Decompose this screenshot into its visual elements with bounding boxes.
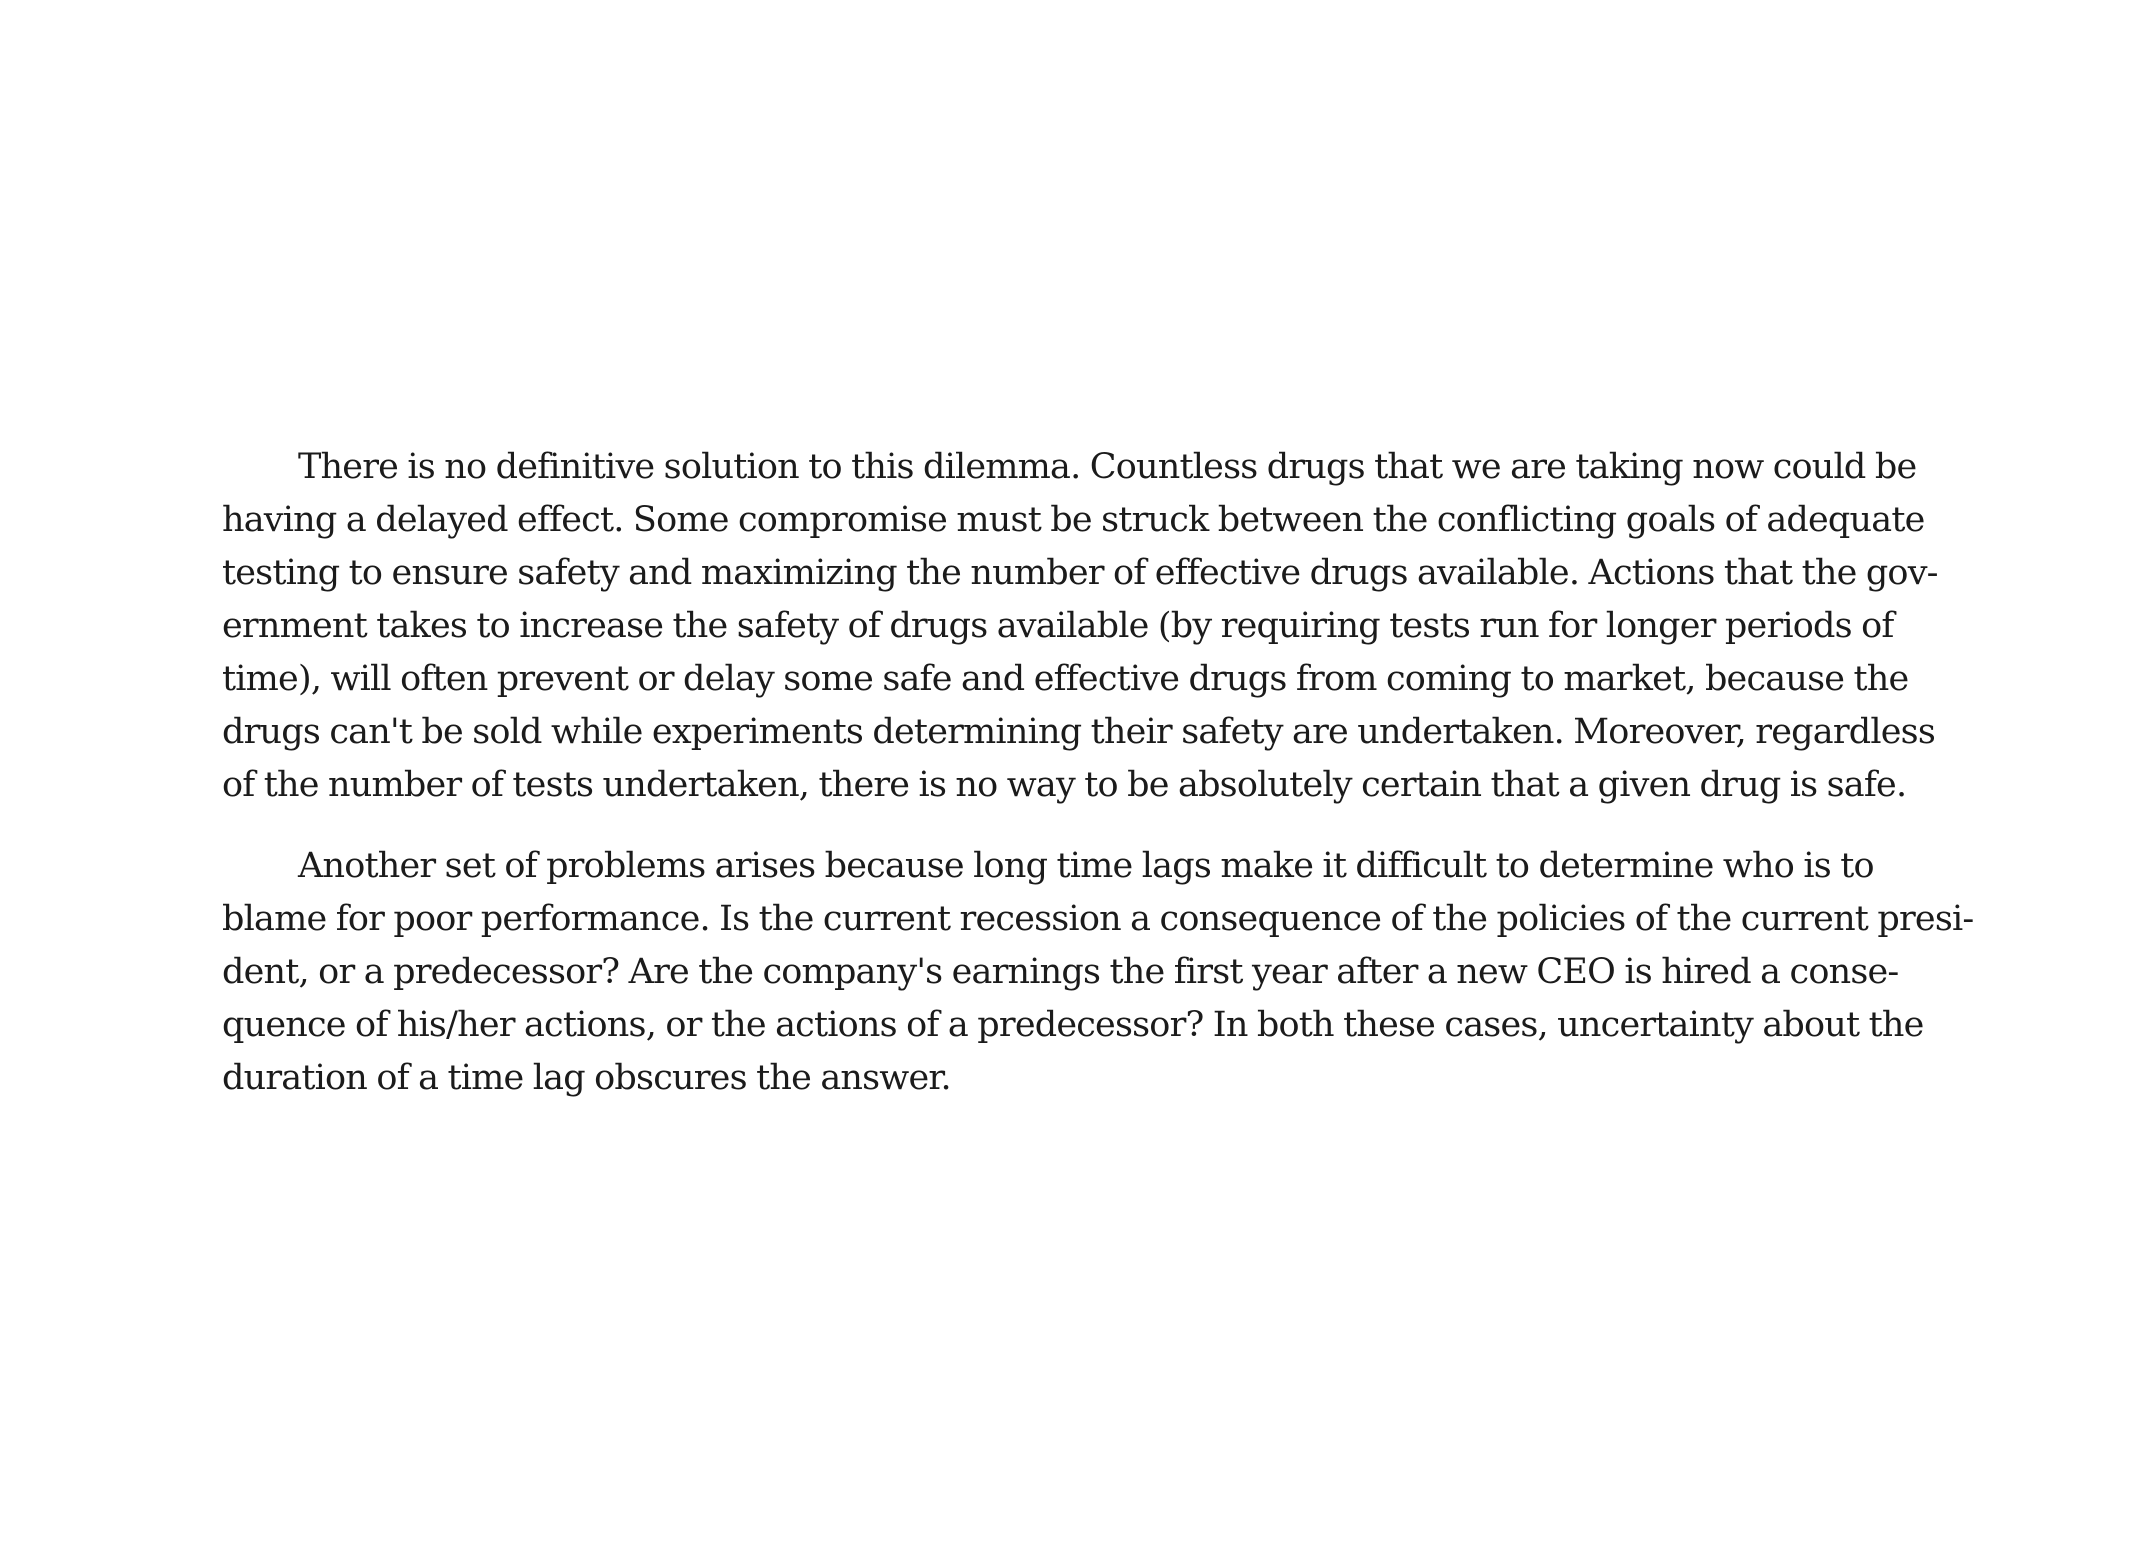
paragraph-2 [222,840,1974,1105]
paragraph-line: of the number of tests undertaken, there is no way to be absolutely certain that a given drug is safe. [222,765,1907,805]
paragraph-1 [222,441,1942,812]
paragraph-line: ernment takes to increase the safety of drugs available (by requiring tests run for longer periods of [222,606,1894,646]
paragraph-line: having a delayed effect. Some compromise must be struck between the conflicting goals of adequate [222,500,1925,540]
paragraph-line: duration of a time lag obscures the answer. [222,1058,951,1098]
paragraph-line: time), will often prevent or delay some safe and effective drugs from coming to market, because the [222,659,1909,699]
paragraph-line: quence of his/her actions, or the actions of a predecessor? In both these cases, uncertainty about the [222,1005,1924,1045]
paragraph-line: drugs can't be sold while experiments determining their safety are undertaken. Moreover, regardless [222,712,1935,752]
paragraph-line: blame for poor performance. Is the current recession a consequence of the policies of the current presi- [222,899,1974,939]
paragraph-line: dent, or a predecessor? Are the company's earnings the first year after a new CEO is hired a conse- [222,952,1899,992]
body-text [222,441,1974,1105]
paragraph-line: testing to ensure safety and maximizing the number of effective drugs available. Actions that the gov- [222,553,1938,593]
paragraph-line: Another set of problems arises because long time lags make it difficult to determine who is to [298,846,1874,886]
paragraph-line: There is no definitive solution to this dilemma. Countless drugs that we are taking now could be [298,447,1917,487]
